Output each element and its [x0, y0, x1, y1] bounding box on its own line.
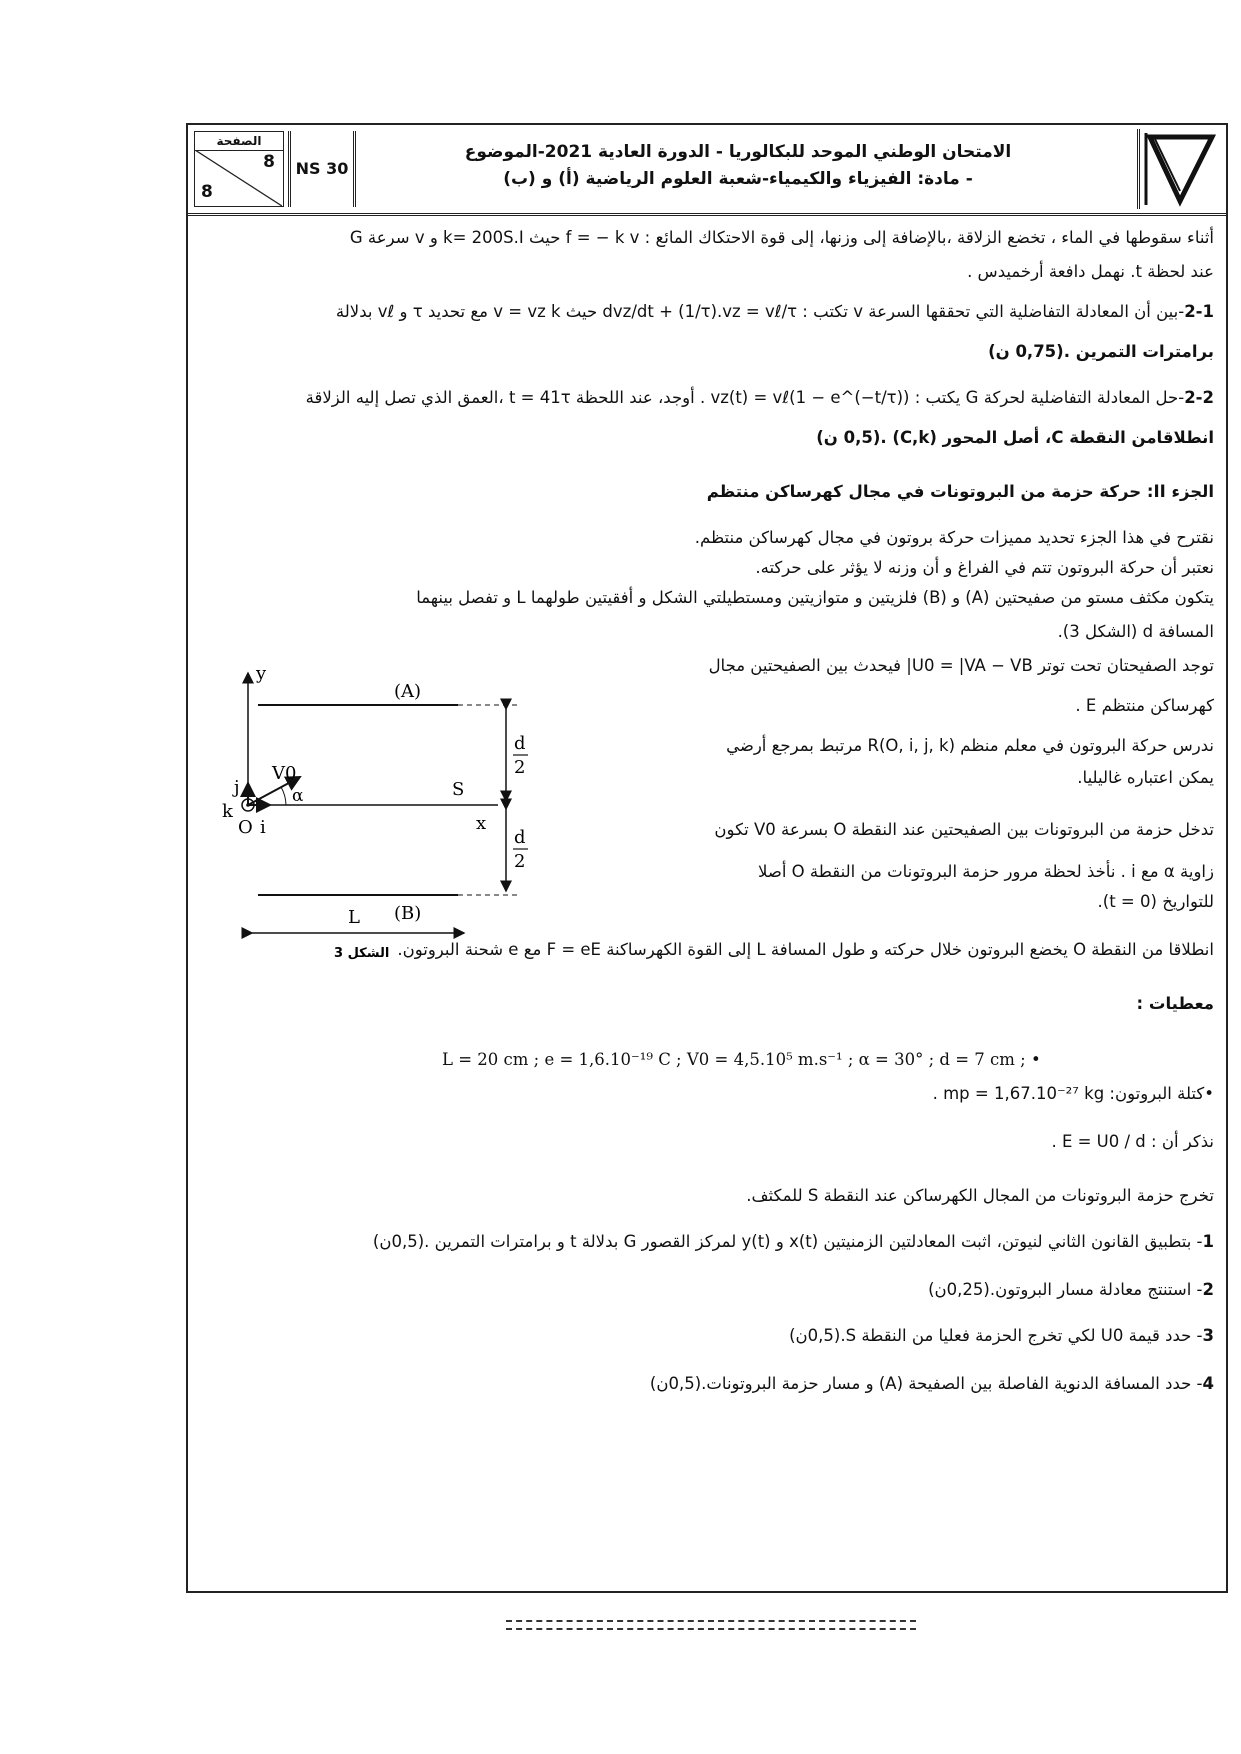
part2-p7: ندرس حركة البروتون في معلم منظم R(O, i, j, k) مرتبط بمرجع أرضي — [726, 736, 1214, 755]
k-label: k — [222, 801, 233, 822]
end-of-page-rule — [506, 1620, 916, 1630]
part2-p9: تدخل حزمة من البروتونات بين الصفيحتين عند النقطة O بسرعة V0 تكون — [714, 820, 1214, 839]
page-label: الصفحة — [195, 132, 283, 151]
part1-line1: أثناء سقوطها في الماء ، تخضع الزلاقة ،بالإضافة إلى وزنها، إلى قوة الاحتكاك المائع : f = − k v حيث k= 200S.I و v سرعة G — [349, 228, 1214, 247]
question-3 — [202, 1319, 1214, 1353]
question-1-text: - بتطبيق القانون الثاني لنيوتن، اثبت المعادلتين الزمنيتين x(t) و y(t) لمركز القصور G بدلالة t و برامترات التمرين .(0,5ن) — [372, 1232, 1203, 1251]
question-3-number: 3 — [1202, 1326, 1214, 1345]
question-2-1 — [202, 295, 1214, 329]
d-top-numerator: d — [514, 733, 526, 754]
exam-code: NS 30 — [288, 131, 356, 207]
x-axis-label: x — [476, 813, 487, 834]
ministry-logo-icon — [1137, 129, 1222, 209]
question-3-text: - حدد قيمة U0 لكي تخرج الحزمة فعليا من النقطة S.(0,5ن) — [789, 1326, 1203, 1345]
page-number-box — [194, 131, 284, 207]
alpha-label: α — [292, 786, 304, 806]
question-2-2 — [202, 381, 1214, 415]
j-label: j — [234, 777, 240, 798]
part2-p2: نعتبر أن حركة البروتون تتم في الفراغ و أن وزنه لا يؤثر على حركته. — [755, 558, 1214, 577]
exam-title — [363, 139, 1113, 193]
data-line2-text: كتلة البروتون: mp = 1,67.10⁻²⁷ kg . — [932, 1084, 1205, 1103]
origin-label: O — [238, 817, 253, 838]
question-2-1-number: 2-1 — [1184, 302, 1214, 321]
part2-p10: زاوية α مع i . نأخذ لحظة مرور حزمة البروتونات من النقطة O أصلا — [757, 862, 1214, 881]
question-4-text: - حدد المسافة الدنوية الفاصلة بين الصفيحة (A) و مسار حزمة البروتونات.(0,5ن) — [649, 1374, 1203, 1393]
question-2-2-line2: انطلاقامن النقطة C، أصل المحور (C,k) .(0,5 ن) — [816, 428, 1214, 447]
v0-label: V0 — [272, 763, 297, 784]
question-2-number: 2 — [1202, 1280, 1214, 1299]
exam-header — [188, 125, 1226, 216]
data-line1-text: L = 20 cm ; e = 1,6.10⁻¹⁹ C ; V0 = 4,5.10⁵ m.s⁻¹ ; α = 30° ; d = 7 cm ; — [442, 1050, 1026, 1069]
k-vector-dot — [246, 803, 250, 807]
i-label: i — [260, 817, 266, 838]
question-2-1-text: -بين أن المعادلة التفاضلية التي تحققها السرعة v تكتب : dvz/dt + (1/τ).vz = vℓ/τ حيث v = vz k مع تحديد τ و vℓ بدلالة — [335, 302, 1185, 321]
question-4 — [202, 1367, 1214, 1401]
data-line1 — [202, 1043, 1214, 1077]
plate-a-label: (A) — [394, 681, 422, 702]
page-number: 8 — [263, 152, 275, 172]
exam-title-line1: الامتحان الوطني الموحد للبكالوريا - الدورة العادية 2021-الموضوع — [464, 142, 1012, 162]
data-line2 — [202, 1077, 1214, 1111]
question-1-number: 1 — [1202, 1232, 1214, 1251]
part2-p12: انطلاقا من النقطة O يخضع البروتون خلال حركته و طول المسافة L إلى القوة الكهرساكنة F = eE مع e شحنة البروتون. — [397, 940, 1214, 959]
figure-3-capacitor — [208, 665, 688, 970]
question-2-text: - استنتج معادلة مسار البروتون.(0,25ن) — [928, 1280, 1203, 1299]
question-4-number: 4 — [1202, 1374, 1214, 1393]
question-1 — [202, 1225, 1214, 1259]
plate-b-label: (B) — [394, 903, 422, 924]
part2-p6: كهرساكن منتظم E . — [1075, 696, 1214, 715]
part2-title: الجزء II: حركة حزمة من البروتونات في مجال كهرساكن منتظم — [706, 482, 1214, 501]
part2-p1: نقترح في هذا الجزء تحديد مميزات حركة بروتون في مجال كهرساكن منتظم. — [694, 528, 1214, 547]
part2-p5: توجد الصفيحتان تحت توتر U0 = |VA − VB| فيحدث بين الصفيحتين مجال — [708, 656, 1214, 675]
page-frame — [186, 123, 1228, 1593]
part2-p4: المسافة d (الشكل 3). — [1057, 622, 1214, 641]
part2-p3: يتكون مكثف مستو من صفيحتين (A) و (B) فلزيتين و متوازيتين ومستطيلتي الشكل و أفقيتين طولهما L و تفصل بينهما — [416, 588, 1214, 607]
question-2-2-number: 2-2 — [1184, 388, 1214, 407]
point-s-label: S — [452, 779, 465, 800]
question-2-2-text: -حل المعادلة التفاضلية لحركة G يكتب : vz(t) = vℓ(1 − e^(−t/τ)) . أوجد، عند اللحظة t = 41τ ،العمق الذي تصل إليه الزلاقة — [305, 388, 1185, 407]
data-line3: نذكر أن : E = U0 / d . — [1051, 1132, 1214, 1151]
question-2 — [202, 1273, 1214, 1307]
part1-line2: عند لحظة t. نهمل دافعة أرخميدس . — [967, 262, 1214, 281]
data-bullet-2: • — [1204, 1084, 1214, 1103]
d-bottom-numerator: d — [514, 827, 526, 848]
alpha-arc — [281, 787, 286, 805]
page-total: 8 — [201, 182, 213, 202]
exam-title-line2: - مادة: الفيزياء والكيمياء-شعبة العلوم الرياضية (أ) و (ب) — [503, 169, 973, 189]
question-2-1-line2: برامترات التمرين .(0,75 ن) — [988, 342, 1214, 361]
data-title: معطيات : — [1136, 994, 1214, 1013]
data-bullet-1: • — [1030, 1050, 1041, 1069]
questions-intro: تخرج حزمة البروتونات من المجال الكهرساكن عند النقطة S للمكثف. — [746, 1186, 1214, 1205]
d-top-denominator: 2 — [514, 757, 526, 778]
part2-p8: يمكن اعتباره غاليليا. — [1077, 768, 1214, 787]
y-axis-label: y — [256, 665, 267, 684]
part2-p11: للتواريخ (t = 0). — [1097, 892, 1214, 911]
figure-caption: الشكل 3 — [334, 946, 390, 961]
length-label: L — [348, 907, 360, 928]
d-bottom-denominator: 2 — [514, 851, 526, 872]
